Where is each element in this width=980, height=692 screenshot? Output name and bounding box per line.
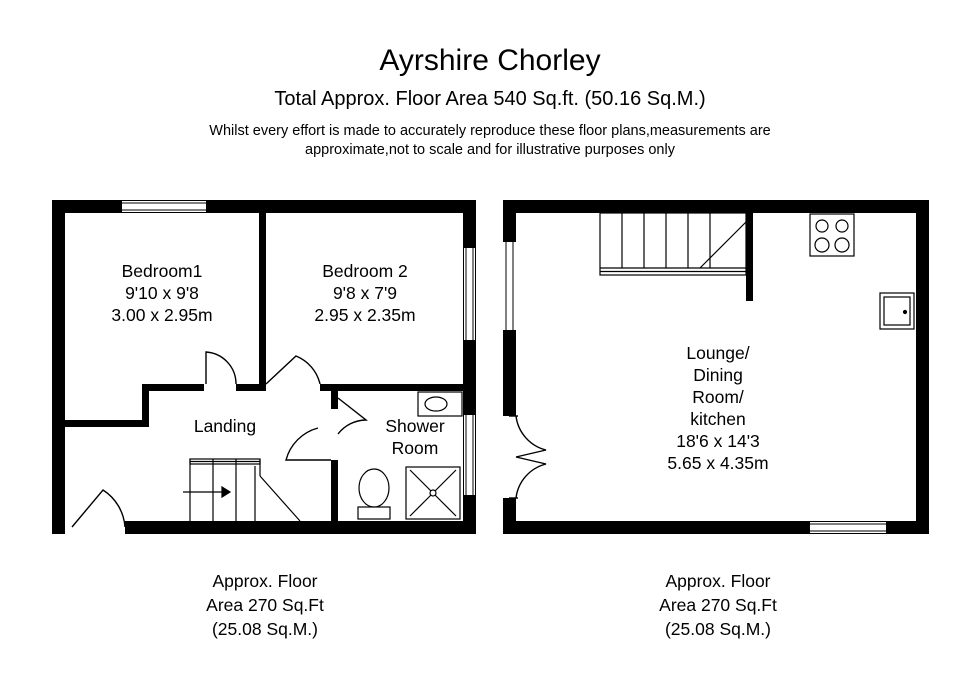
- ground-floor-stair-wall: [746, 213, 753, 301]
- room-name: Bedroom1: [121, 261, 203, 281]
- caption-line-1: Approx. Floor: [665, 571, 771, 591]
- caption-line-1: Approx. Floor: [212, 571, 318, 591]
- ground-floor-area-caption: [633, 569, 803, 641]
- total-floor-area: Total Approx. Floor Area 540 Sq.ft. (50.16 Sq.M.): [274, 88, 706, 110]
- room-name-line-1: Shower: [385, 416, 445, 436]
- ground-floor-french-doors: [509, 416, 546, 498]
- room-size-imperial: 9'10 x 9'8: [125, 283, 199, 303]
- first-floor-staircase: [183, 459, 300, 521]
- caption-line-3: (25.08 Sq.M.): [664, 619, 772, 639]
- disclaimer-line-1: Whilst every effort is made to accurately reproduce these floor plans,measurements are: [209, 123, 771, 139]
- room-name-line-2: Room: [391, 438, 439, 458]
- ground-floor-staircase: [600, 213, 746, 275]
- caption-line-2: Area 270 Sq.Ft: [206, 595, 324, 615]
- room-name-line-1: Lounge/: [686, 343, 750, 363]
- room-name: Bedroom 2: [322, 261, 408, 281]
- plan-title: Ayrshire Chorley: [379, 44, 601, 77]
- caption-line-2: Area 270 Sq.Ft: [659, 595, 777, 615]
- kitchen-hob: [810, 214, 854, 256]
- room-label-bedroom2: [295, 260, 435, 326]
- room-name: Landing: [193, 416, 257, 436]
- room-name-line-3: Room/: [692, 387, 744, 407]
- room-label-landing: [175, 415, 275, 437]
- room-label-bedroom1: [92, 260, 232, 326]
- first-floor-doors: [72, 352, 366, 527]
- caption-line-3: (25.08 Sq.M.): [211, 619, 319, 639]
- room-name-line-4: kitchen: [690, 409, 746, 429]
- room-size-metric: 2.95 x 2.35m: [314, 305, 416, 325]
- first-floor-interior-walls: [64, 212, 464, 522]
- disclaimer-line-2: approximate,not to scale and for illustrative purposes only: [305, 142, 675, 158]
- first-floor-area-caption: [180, 569, 350, 641]
- room-label-shower-room: [370, 415, 460, 459]
- room-name-line-2: Dining: [693, 365, 743, 385]
- kitchen-sink: [880, 293, 914, 329]
- first-floor-plan: [52, 200, 476, 534]
- room-size-imperial: 18'6 x 14'3: [676, 431, 760, 451]
- room-size-imperial: 9'8 x 7'9: [332, 283, 398, 303]
- room-size-metric: 3.00 x 2.95m: [111, 305, 213, 325]
- room-size-metric: 5.65 x 4.35m: [667, 453, 769, 473]
- room-label-lounge-dining-kitchen: [648, 342, 788, 474]
